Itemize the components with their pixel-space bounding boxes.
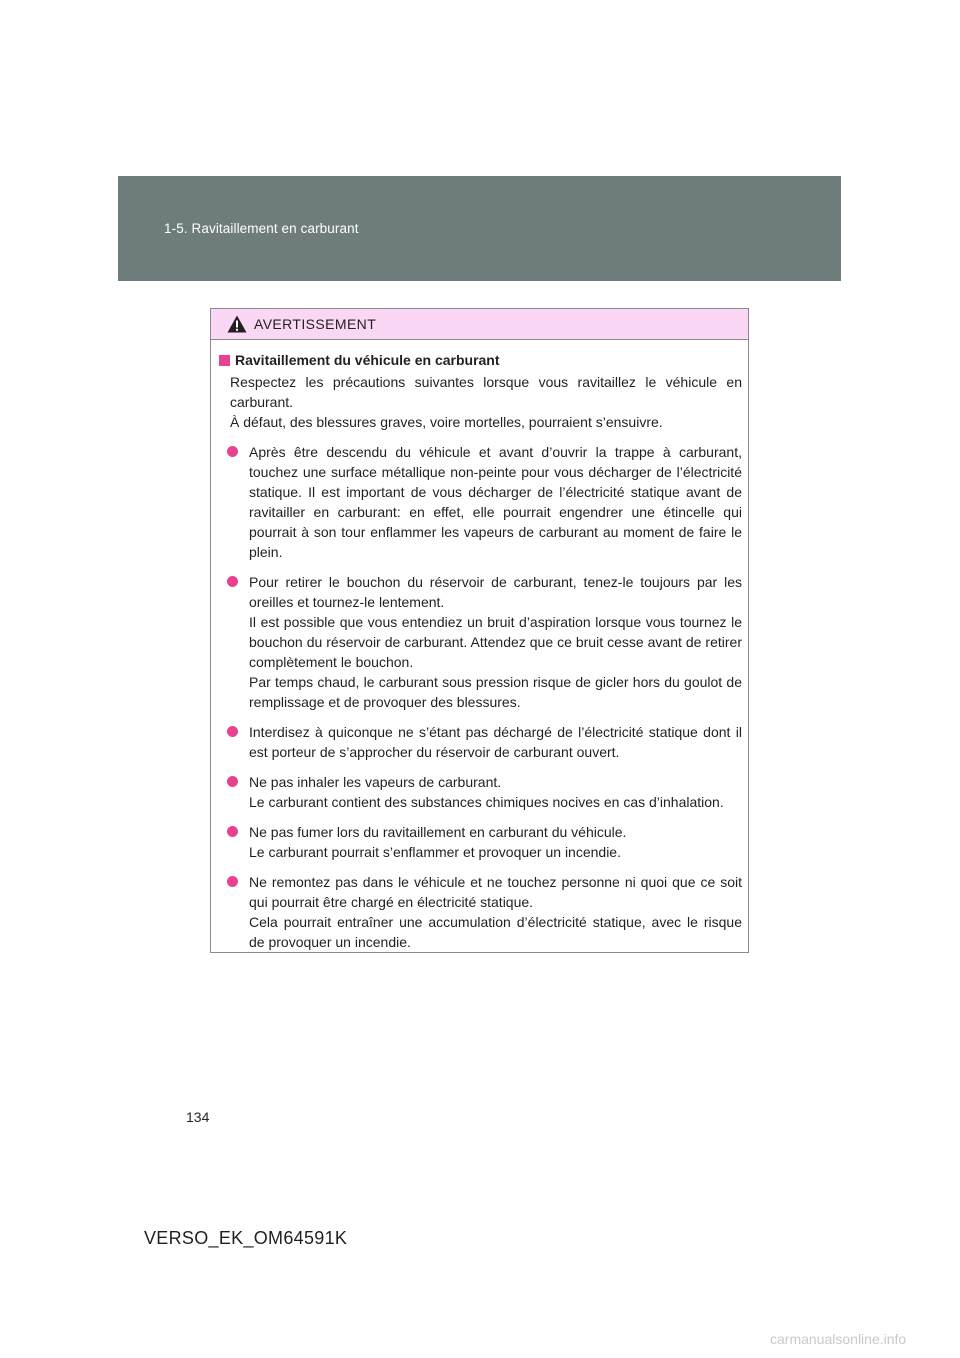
list-item-text: Par temps chaud, le carburant sous pression risque de gicler hors du goulot de remplissage et de provoquer des blessures. bbox=[249, 674, 742, 710]
warning-box bbox=[210, 308, 749, 953]
list-item bbox=[226, 772, 742, 812]
list-item bbox=[226, 442, 742, 562]
list-item-text: Cela pourrait entraîner une accumulation d’électricité statique, avec le risque de provoquer un incendie. bbox=[249, 914, 742, 950]
list-item-text: Le carburant contient des substances chimiques nocives en cas d’inhalation. bbox=[249, 794, 724, 810]
section-title: 1-5. Ravitaillement en carburant bbox=[164, 221, 359, 236]
list-item bbox=[226, 572, 742, 712]
round-bullet-icon bbox=[227, 776, 238, 787]
warning-triangle-icon bbox=[227, 315, 247, 333]
list-item bbox=[226, 822, 742, 862]
warning-header bbox=[211, 309, 748, 340]
list-item-text: Ne pas fumer lors du ravitaillement en carburant du véhicule. bbox=[249, 824, 627, 840]
list-item-text: Pour retirer le bouchon du réservoir de carburant, tenez-le toujours par les oreilles et tournez-le lentement. bbox=[249, 574, 742, 610]
round-bullet-icon bbox=[227, 876, 238, 887]
round-bullet-icon bbox=[227, 446, 238, 457]
square-bullet-icon bbox=[219, 355, 230, 366]
warning-body bbox=[211, 340, 748, 952]
list-item-text: Après être descendu du véhicule et avant d’ouvrir la trappe à carburant, touchez une surface métallique non-peinte pour vous décharger de l’électricité statique. Il est important de vous décharger de l’électricité statique avant de ravitailler en carburant: en effet, elle pourrait engendrer une étincelle qui pourrait à son tour enflammer les vapeurs de carburant au moment de faire le plein. bbox=[249, 444, 742, 560]
list-item-text: Le carburant pourrait s’enflammer et provoquer un incendie. bbox=[249, 844, 621, 860]
precaution-list bbox=[219, 442, 742, 952]
list-item-text: Ne remontez pas dans le véhicule et ne touchez personne ni quoi que ce soit qui pourrait être chargé en électricité statique. bbox=[249, 874, 742, 910]
list-item-text: Il est possible que vous entendiez un bruit d’aspiration lorsque vous tournez le bouchon du réservoir de carburant. Attendez que ce bruit cesse avant de retirer complètement le bouchon. bbox=[249, 614, 742, 670]
warning-heading-text: Ravitaillement du véhicule en carburant bbox=[235, 352, 500, 368]
warning-intro bbox=[230, 372, 742, 432]
list-item bbox=[226, 872, 742, 952]
intro-line: À défaut, des blessures graves, voire mortelles, pourraient s’ensuivre. bbox=[230, 414, 663, 430]
intro-line: Respectez les précautions suivantes lorsque vous ravitaillez le véhicule en carburant. bbox=[230, 374, 742, 410]
round-bullet-icon bbox=[227, 726, 238, 737]
section-header-band bbox=[118, 176, 841, 281]
list-item-text: Interdisez à quiconque ne s’étant pas déchargé de l’électricité statique dont il est porteur de s’approcher du réservoir de carburant ouvert. bbox=[249, 724, 742, 760]
list-item bbox=[226, 722, 742, 762]
round-bullet-icon bbox=[227, 576, 238, 587]
page-number: 134 bbox=[186, 1109, 210, 1125]
watermark: carmanualsonline.info bbox=[770, 1331, 907, 1347]
warning-heading bbox=[219, 350, 742, 370]
round-bullet-icon bbox=[227, 826, 238, 837]
document-code: VERSO_EK_OM64591K bbox=[144, 1228, 348, 1248]
list-item-text: Ne pas inhaler les vapeurs de carburant. bbox=[249, 774, 502, 790]
warning-title: AVERTISSEMENT bbox=[254, 316, 377, 332]
